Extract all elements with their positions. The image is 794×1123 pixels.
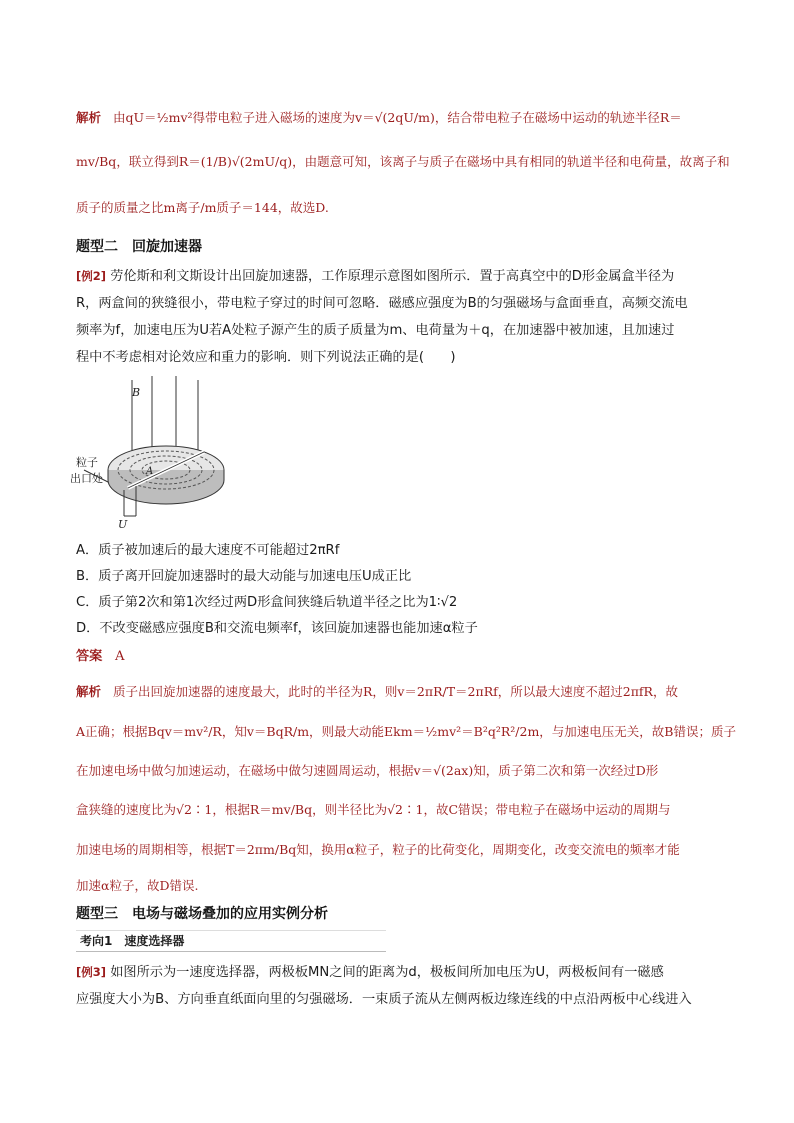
section3-title: 题型三 电场与磁场叠加的应用实例分析 (76, 906, 328, 922)
analysis2-line1: 解析 质子出回旋加速器的速度最大，此时的半径为R，则v＝2πR/T＝2πRf，所以最大速度不超过2πfR，故 (76, 684, 678, 699)
label-exit-2: 出口处 (70, 472, 103, 485)
label-B: B (132, 386, 141, 399)
sub1-title: 考向1 速度选择器 (80, 934, 185, 948)
cyclotron-figure (70, 370, 260, 530)
example2-line1: [例2] 劳伦斯和利文斯设计出回旋加速器，工作原理示意图如图所示．置于高真空中的D形金属盒半径为 (76, 269, 675, 284)
example3-tag: [例3] (76, 965, 107, 979)
answer-value: A (114, 649, 125, 664)
answer-label: 答案 (76, 649, 103, 664)
example2-line3: 频率为f，加速电压为U若A处粒子源产生的质子质量为m、电荷量为＋q，在加速器中被加速，且加速过 (76, 323, 675, 338)
label-A: A (146, 466, 154, 477)
analysis2-line6: 加速α粒子，故D错误. (76, 878, 199, 893)
section2-title: 题型二 回旋加速器 (76, 239, 202, 255)
example3-line1: [例3] 如图所示为一速度选择器，两极板MN之间的距离为d，极板间所加电压为U，两极板间有一磁感 (76, 965, 664, 980)
option-a[interactable]: A．质子被加速后的最大速度不可能超过2πRf (76, 543, 340, 558)
option-b[interactable]: B．质子离开回旋加速器时的最大动能与加速电压U成正比 (76, 569, 412, 584)
analysis1-line3: 质子的质量之比m离子/m质子＝144，故选D. (76, 200, 329, 215)
example2-line2: R，两盒间的狭缝很小，带电粒子穿过的时间可忽略．磁感应强度为B的匀强磁场与盒面垂直，高频交流电 (76, 296, 688, 311)
answer-line (76, 645, 726, 664)
analysis2-line3: 在加速电场中做匀加速运动，在磁场中做匀速圆周运动，根据v＝√(2ax)知，质子第二次和第一次经过D形 (76, 763, 659, 778)
analysis1-line1: 解析 由qU＝½mv²得带电粒子进入磁场的速度为v＝√(2qU/m)，结合带电粒子在磁场中运动的轨迹半径R＝ (76, 110, 682, 125)
option-c[interactable]: C．质子第2次和第1次经过两D形盒间狭缝后轨道半径之比为1∶√2 (76, 595, 458, 610)
label-U: U (118, 518, 128, 530)
example3-line2: 应强度大小为B、方向垂直纸面向里的匀强磁场．一束质子流从左侧两板边缘连线的中点沿两板中心线进入 (76, 992, 692, 1007)
example2-tag: [例2] (76, 269, 107, 283)
analysis2-label: 解析 (76, 684, 102, 699)
analysis1-line2: mv/Bq，联立得到R＝(1/B)√(2mU/q)，由题意可知，该离子与质子在磁场中具有相同的轨道半径和电荷量，故离子和 (76, 154, 730, 169)
analysis2-line4: 盒狭缝的速度比为√2∶1，根据R＝mv/Bq，则半径比为√2∶1，故C错误；带电粒子在磁场中运动的周期与 (76, 802, 671, 817)
label-exit-1: 粒子 (76, 456, 98, 469)
option-d[interactable]: D．不改变磁感应强度B和交流电频率f，该回旋加速器也能加速α粒子 (76, 621, 478, 636)
example2-line4: 程中不考虑相对论效应和重力的影响．则下列说法正确的是( ) (76, 350, 456, 365)
analysis1-label: 解析 (76, 110, 102, 125)
analysis2-line2: A正确；根据Bqv＝mv²/R，知v＝BqR/m，则最大动能Ekm＝½mv²＝B²q²R²/2m，与加速电压无关，故B错误；质子 (76, 724, 736, 739)
analysis2-line5: 加速电场的周期相等，根据T＝2πm/Bq知，换用α粒子，粒子的比荷变化，周期变化，改变交流电的频率才能 (76, 842, 680, 857)
